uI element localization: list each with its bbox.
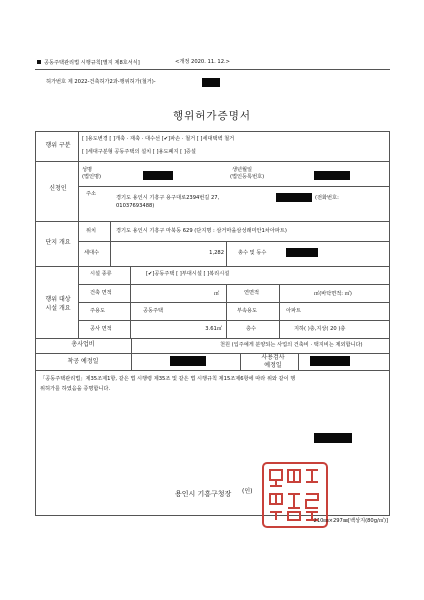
building-count-label: 총수 및 동수	[238, 250, 267, 256]
inspection-label: 사용검사	[261, 354, 285, 361]
divider	[240, 353, 241, 371]
address-label: 주소	[86, 191, 97, 197]
households-label: 세대수	[84, 250, 100, 256]
divider	[35, 266, 390, 267]
divider	[78, 186, 390, 187]
floor-area-unit: ㎡(바닥면적: ㎡)	[314, 291, 352, 297]
main-use-value: 공동주택	[143, 308, 164, 314]
inspection-label-sub: 예정일	[264, 362, 282, 369]
address-phone: 01037693488)	[116, 203, 155, 209]
total-cost-label: 총사업비	[71, 341, 95, 348]
seal-glyph-icon	[264, 464, 326, 526]
divider	[78, 221, 79, 266]
facility-type-options: [✔]공동주택 [ ]부대시설 [ ]복리시설	[146, 271, 230, 277]
building-area-unit: ㎡	[214, 291, 220, 297]
sub-use-value: 아파트	[286, 308, 302, 314]
action-type-label: 행위 구분	[45, 142, 71, 149]
divider	[78, 161, 79, 221]
action-type-line1: [ ]용도변경 [ ]개축 · 재축 · 대수선 [✔]파손 · 철거 [ ]세대택벽 철거	[82, 136, 235, 142]
redaction-issue-date	[314, 433, 352, 443]
sub-use-label: 부속용도	[237, 308, 258, 314]
divider	[78, 302, 390, 303]
name-label: 성명	[82, 167, 93, 173]
redaction-permit-number	[202, 78, 220, 87]
square-bullet-icon	[37, 60, 41, 64]
birth-label-sub: (법인등록번호)	[230, 174, 265, 180]
divider	[78, 241, 390, 242]
floor-area-label: 연면적	[244, 290, 260, 296]
work-area-label: 공사 면적	[90, 326, 112, 332]
page-title: 행위허가증명서	[172, 110, 251, 122]
households-value: 1,282	[209, 250, 224, 256]
floors-label: 층수	[246, 326, 257, 332]
facility-label-2: 시설 개요	[45, 305, 71, 312]
paper-spec: 210㎜×297㎜[백상지(80g/㎡)]	[313, 518, 388, 524]
start-date-label: 착공 예정일	[67, 358, 99, 365]
redaction-inspection-date	[310, 356, 350, 366]
total-cost-value: 천원 (입주예게 분양되는 사업의 건축비 · 택지비는 제외합니다)	[220, 342, 363, 348]
floors-value: 지하( )층,지상( 20 )층	[294, 326, 346, 332]
divider	[110, 221, 111, 266]
redaction-applicant-name	[143, 171, 173, 180]
divider	[298, 353, 299, 371]
divider	[78, 320, 390, 321]
divider	[131, 353, 132, 371]
form-reference-text: 공동주택관리법 시행규칙[별지 제8호서식]	[44, 60, 140, 66]
divider	[279, 284, 280, 338]
divider	[35, 338, 390, 339]
birth-label: 생년월일	[232, 167, 253, 173]
complex-label: 단지 개요	[45, 239, 71, 246]
main-use-label: 주용도	[90, 308, 106, 314]
divider	[78, 284, 390, 285]
work-area-value: 3.61㎡	[205, 326, 222, 332]
redaction-applicant-birth	[314, 171, 350, 180]
facility-label-1: 행위 대상	[45, 296, 71, 303]
name-label-sub: (법인명)	[82, 174, 102, 180]
divider	[35, 221, 390, 222]
redaction-building-count	[286, 248, 318, 257]
divider	[78, 131, 79, 161]
location-label: 위치	[86, 228, 97, 234]
building-area-label: 건축 면적	[90, 290, 112, 296]
divider	[35, 161, 390, 162]
address-line1: 경기도 용인시 기흥구 용구대로2394번길 27,	[116, 195, 220, 201]
divider	[226, 284, 227, 338]
header-rule	[35, 69, 390, 70]
divider	[226, 241, 227, 266]
form-reference	[37, 60, 140, 66]
action-type-line2: [ ]세대구분형 공동주택의 설치 [ ]용도폐지 [ ]증설	[82, 149, 196, 155]
seal-mark: (인)	[242, 488, 253, 495]
divider	[35, 353, 390, 354]
revision-date: <개정 2020. 11. 12.>	[175, 59, 231, 65]
permit-number: 허가번호 제 2022-건축허가2과-행위허가(철거)-	[46, 79, 156, 85]
divider	[131, 338, 132, 353]
certification-text-2: 위허가를 하였음을 증명합니다.	[40, 386, 111, 392]
certification-text-1: 「공동주택관리법」제35조제1항, 같은 법 시행령 제35조 및 같은 법 시행규칙 제15조제6항에 따라 위와 같이 행	[40, 376, 296, 382]
location-value: 경기도 용인시 기흥구 마북동 629 (단지명 : 삼거마을삼성래미안1차아파트)	[116, 228, 287, 234]
issuer-name: 용인시 기흥구청장	[175, 490, 232, 498]
applicant-label: 신청인	[49, 185, 67, 192]
redaction-start-date	[170, 356, 206, 366]
facility-type-label: 시설 종류	[90, 271, 112, 277]
address-phone-label: (전화번호:	[315, 195, 339, 201]
redaction-address	[276, 193, 312, 202]
